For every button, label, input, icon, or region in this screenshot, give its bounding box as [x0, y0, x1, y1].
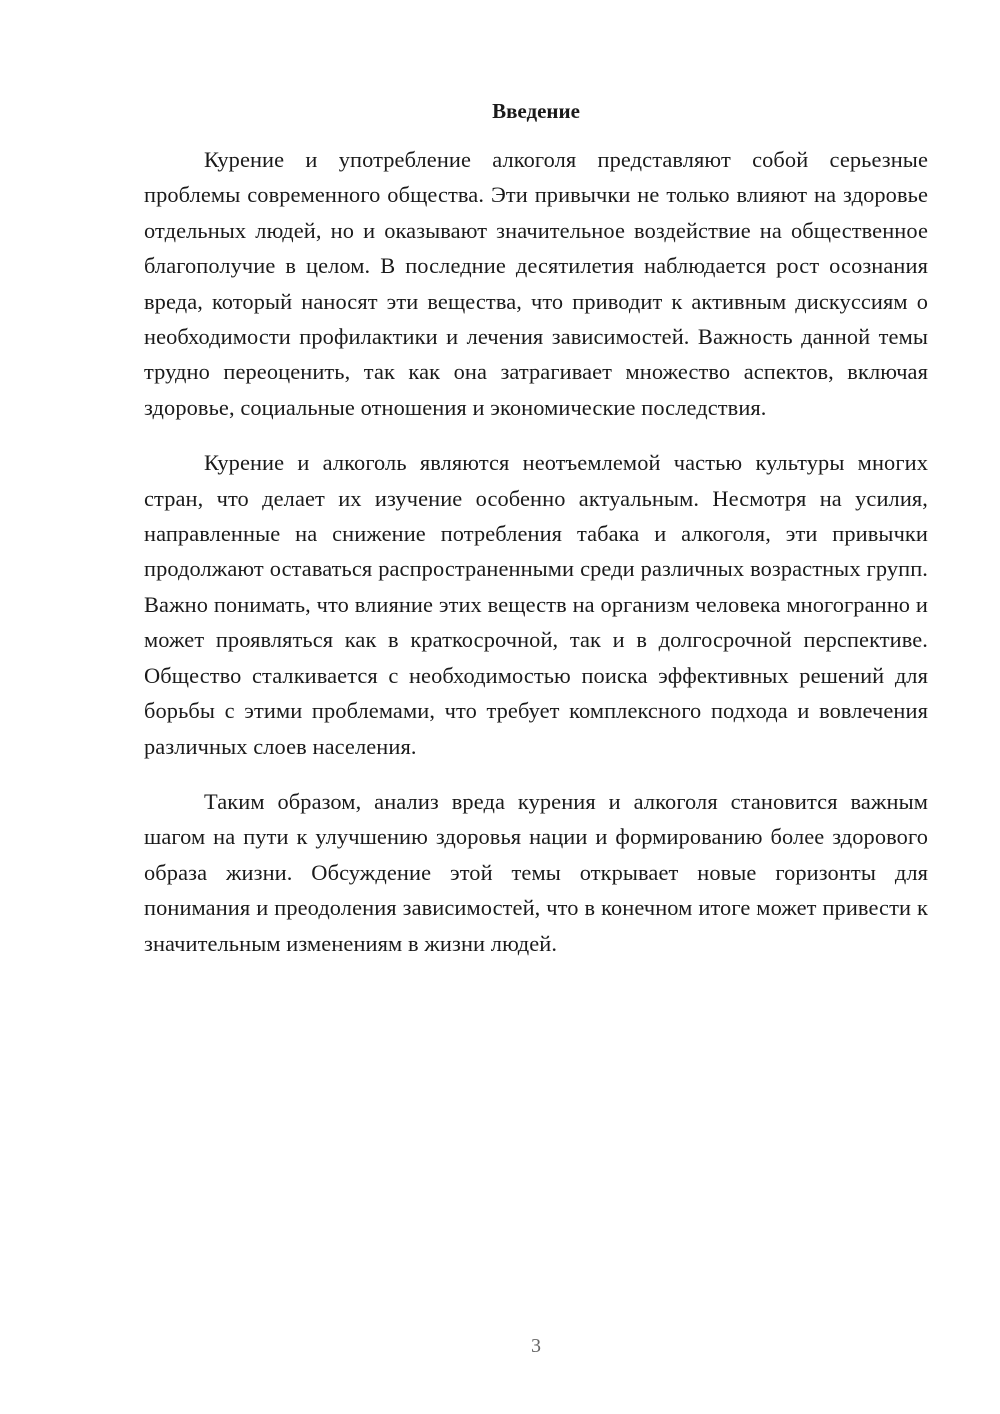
paragraph-2: Курение и алкоголь являются неотъемлемой частью культуры многих стран, что делает их изучение особенно актуальным. Несмотря на усилия, направленные на снижение потребления табака и алкоголя, эти привычки продолжают оставаться распространенными среди различных возрастных групп. Важно понимать, что влияние этих веществ на организм человека многогранно и может проявляться как в краткосрочной, так и в долгосрочной перспективе. Общество сталкивается с необходимостью поиска эффективных решений для борьбы с этими проблемами, что требует комплексного подхода и вовлечения различных слоев населения.: [144, 450, 928, 759]
section-heading: Введение: [492, 99, 580, 123]
document-body: [144, 142, 928, 981]
paragraph-3: Таким образом, анализ вреда курения и алкоголя становится важным шагом на пути к улучшению здоровья нации и формированию более здорового образа жизни. Обсуждение этой темы открывает новые горизонты для понимания и преодоления зависимостей, что в конечном итоге может привести к значительным изменениям в жизни людей.: [144, 788, 928, 956]
paragraph-1: Курение и употребление алкоголя представляют собой серьезные проблемы современного общества. Эти привычки не только влияют на здоровье отдельных людей, но и оказывают значительное воздействие на общественное благополучие в целом. В последние десятилетия наблюдается рост осознания вреда, который наносят эти вещества, что приводит к активным дискуссиям о необходимости профилактики и лечения зависимостей. Важность данной темы трудно переоценить, так как она затрагивает множество аспектов, включая здоровье, социальные отношения и экономические последствия.: [144, 147, 928, 420]
page-number: 3: [531, 1335, 541, 1357]
